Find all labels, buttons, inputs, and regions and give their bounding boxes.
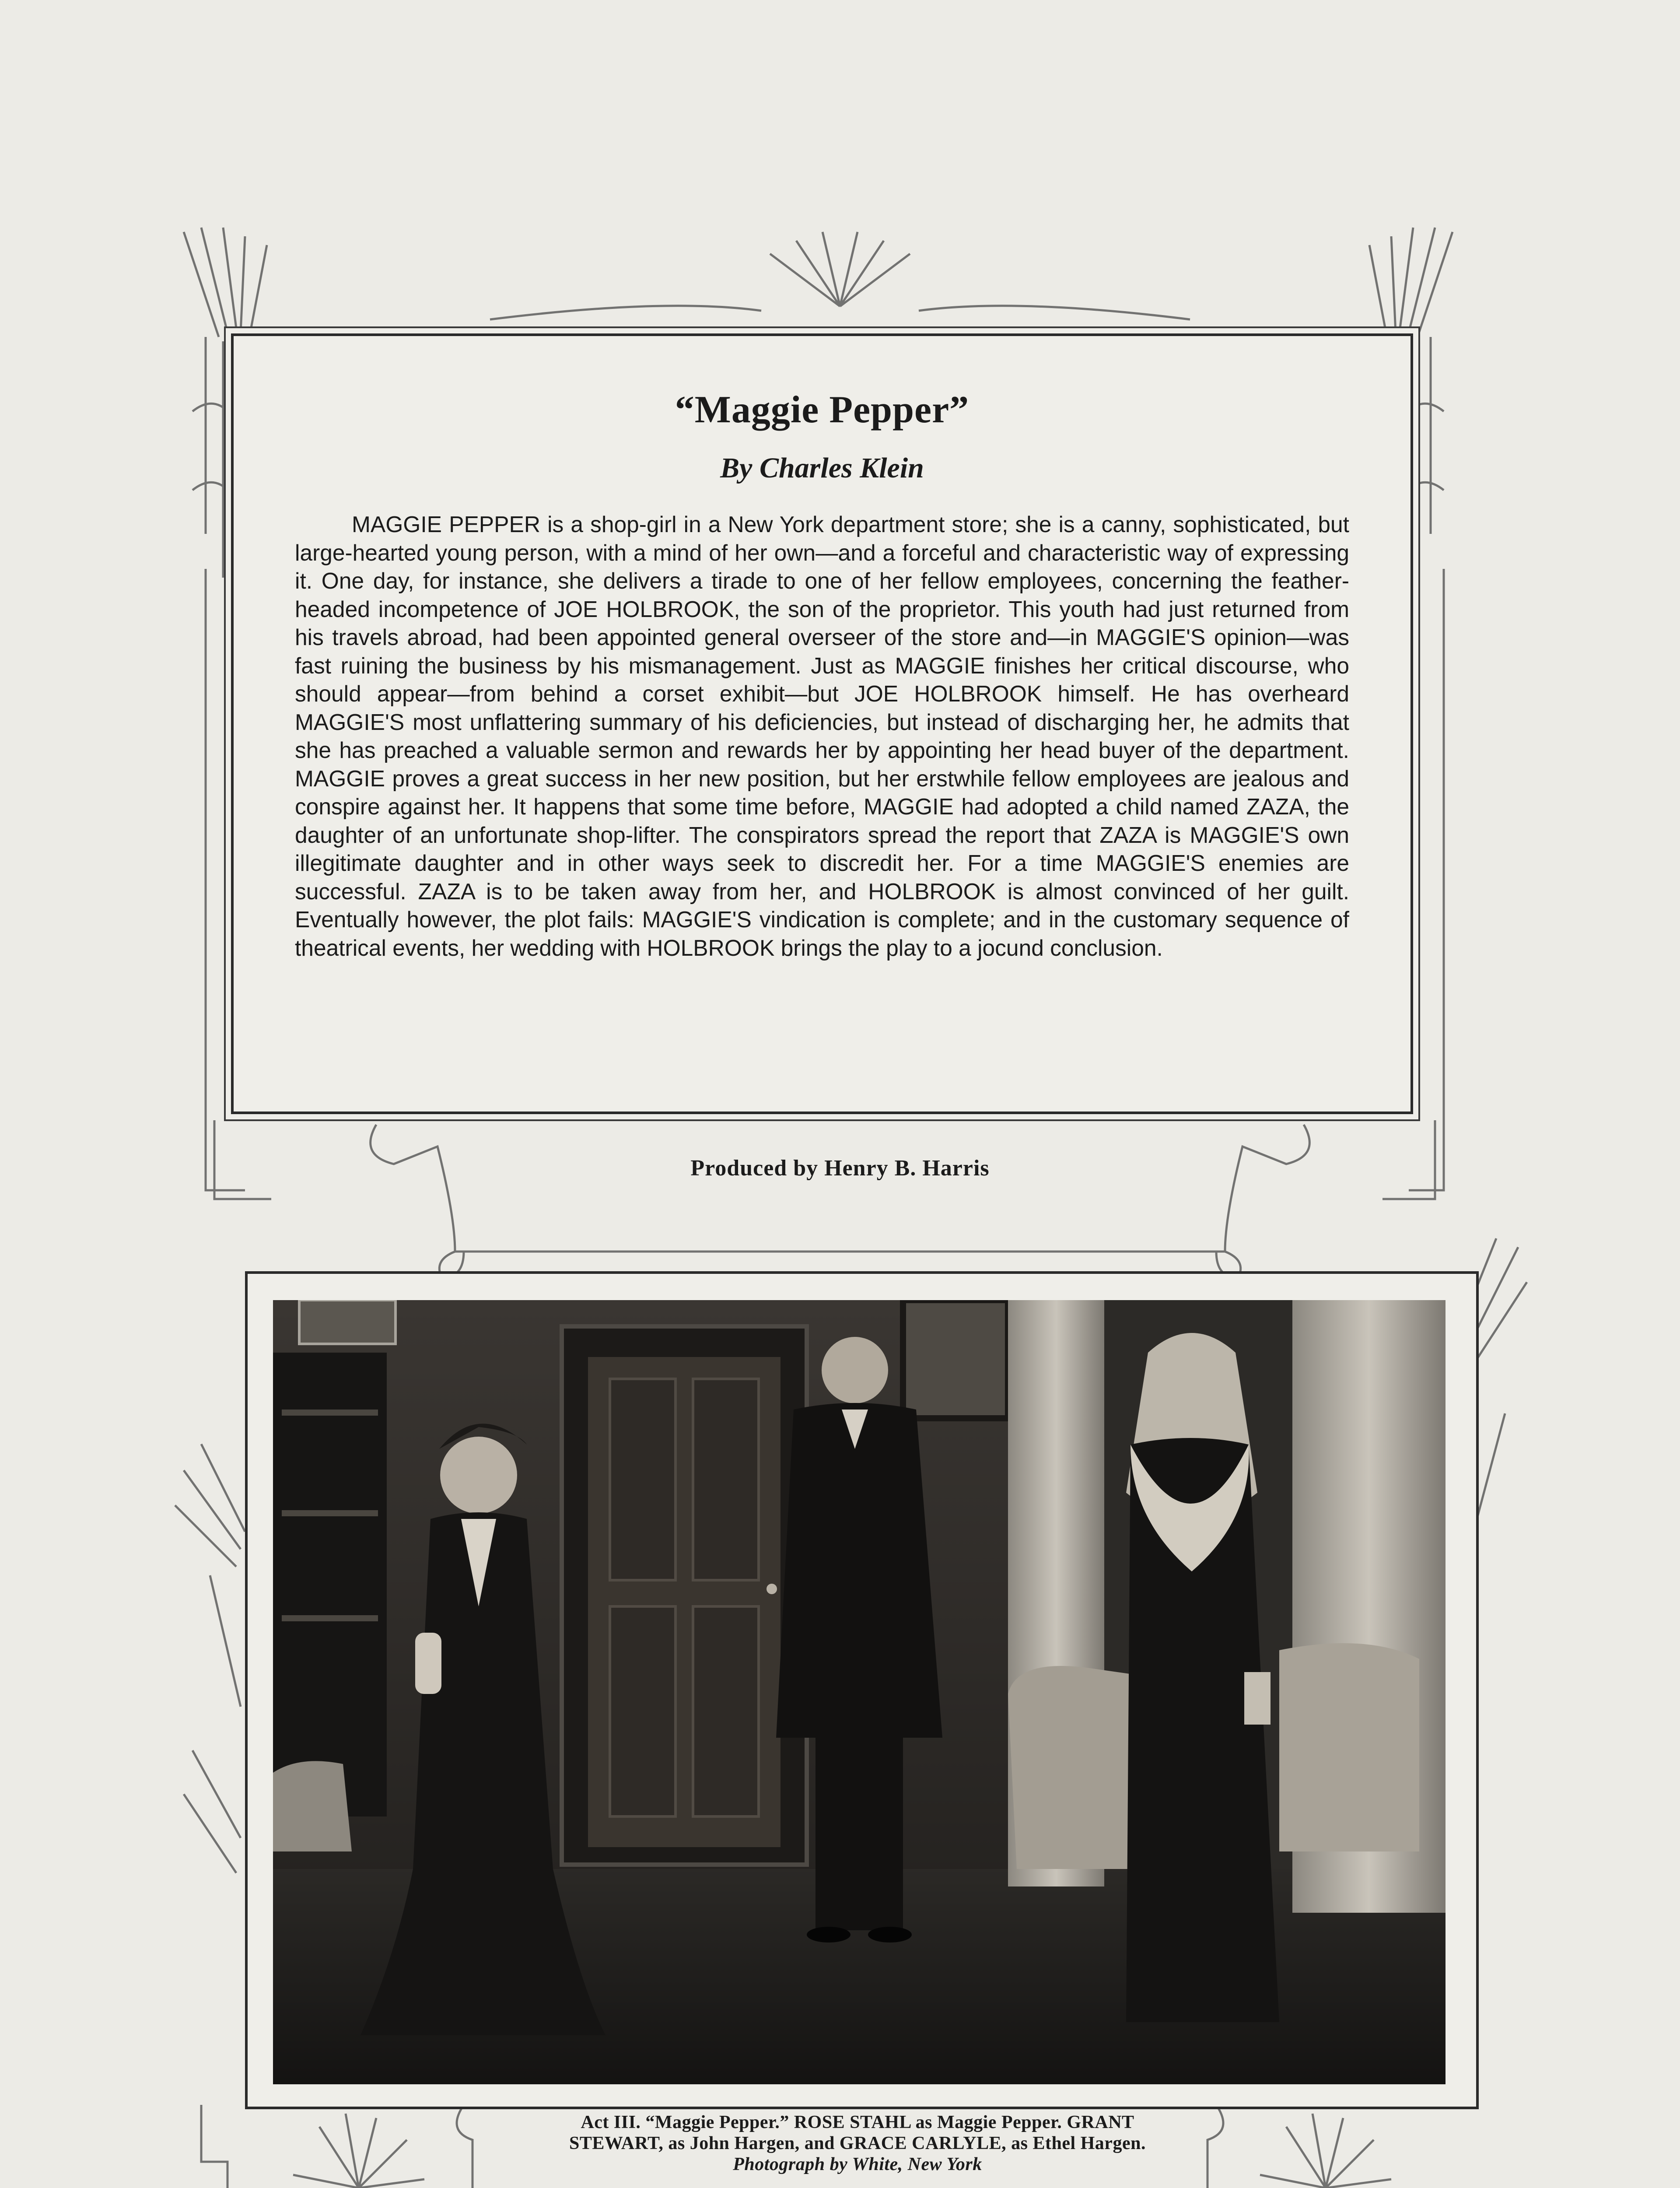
article-title: “Maggie Pepper”	[675, 389, 970, 431]
caption-line-2: STEWART, as John Hargen, and GRACE CARLYLE, as Ethel Hargen.	[569, 2133, 1146, 2153]
article-body: MAGGIE PEPPER is a shop-girl in a New York department store; she is a canny, sophisticated, but large-hearted young person, with a mind of her own—and a forceful and characteristic way of expressing it. One day, for instance, she delivers a tirade to one of her fellow employees, concerning the feather-headed incompetence of JOE HOLBROOK, the son of the proprietor. This youth had just returned from his travels abroad, had been appointed general overseer of the store and—in MAGGIE'S opinion—was fast ruining the business by his mismanagement. Just as MAGGIE finishes her critical discourse, who should appear—from behind a corset exhibit—but JOE HOLBROOK himself. He has overheard MAGGIE'S most unflattering summary of his deficiencies, but instead of discharging her, he admits that she has preached a valuable sermon and rewards her by appointing her head buyer of the department. MAGGIE proves a great success in her new position, but her erstwhile fellow employees are jealous and conspire against her. It happens that some time before, MAGGIE had adopted a child named ZAZA, the daughter of an unfortunate shop-lifter. The conspirators spread the report that ZAZA is MAGGIE'S own illegitimate daughter and in other ways seek to discredit her. For a time MAGGIE'S enemies are successful. ZAZA is to be taken away from her, and HOLBROOK is almost convinced of her guilt. Eventually however, the plot fails: MAGGIE'S vindication is complete; and in the customary sequence of theatrical events, her wedding with HOLBROOK brings the play to a jocund conclusion.	[295, 512, 1349, 961]
stage-scene-illustration	[273, 1300, 1446, 2084]
stage-photograph	[273, 1300, 1446, 2084]
caption-line-1: Act III. “Maggie Pepper.” ROSE STAHL as Maggie Pepper. GRANT	[581, 2112, 1134, 2132]
article-byline: By Charles Klein	[720, 452, 924, 484]
article-box	[231, 333, 1413, 1114]
producer-credit: Produced by Henry B. Harris	[690, 1156, 990, 1181]
photo-caption	[472, 2112, 1242, 2175]
photo-frame	[245, 1271, 1479, 2109]
photo-credit: Photograph by White, New York	[733, 2154, 982, 2174]
